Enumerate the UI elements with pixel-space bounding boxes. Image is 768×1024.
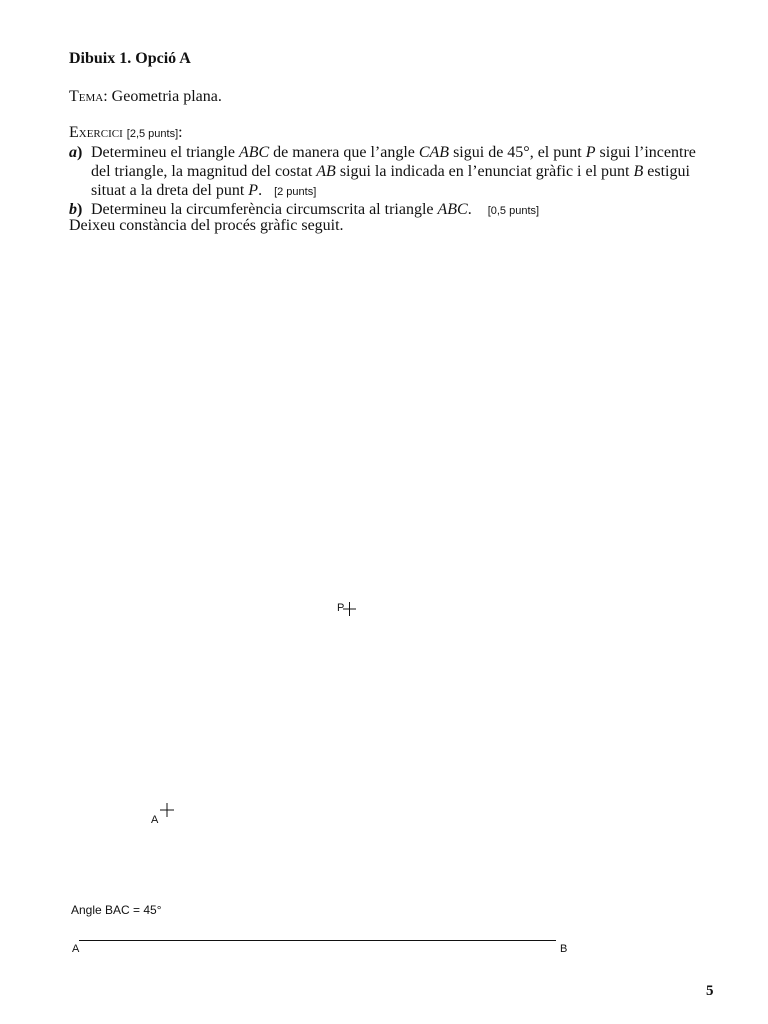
item-b-points: [0,5 punts]: [487, 205, 540, 217]
topic-label: Tema: [69, 88, 104, 105]
item-a-text: Determineu el triangle ABC de manera que l’angle CAB sigui de 45°, el punt P sigui l’incentre del triangle, la magnitud del costat AB sigui la indicada en l’enunciat gràfic i el punt B estigui situat a la dreta del punt P. [2 punts]: [91, 144, 696, 199]
closing-instruction: Deixeu constància del procés gràfic seguit.: [69, 217, 344, 234]
item-b-text: Determineu la circumferència circumscrita al triangle ABC. [0,5 punts]: [91, 201, 540, 218]
item-a-marker: a): [69, 144, 83, 161]
point-a-cross: [160, 803, 174, 817]
segment-label-b: B: [560, 943, 568, 955]
point-p-label: P: [337, 602, 345, 614]
exercise-colon: :: [178, 124, 183, 141]
item-b-marker: b): [69, 201, 83, 218]
point-a-label: A: [151, 814, 159, 826]
angle-annotation: Angle BAC = 45°: [71, 903, 162, 917]
exercise-points: [2,5 punts]: [126, 128, 179, 140]
exercise-title: Dibuix 1. Opció A: [69, 50, 191, 67]
page-number: 5: [706, 983, 714, 999]
segment-label-a: A: [72, 943, 80, 955]
point-p-cross: [343, 602, 356, 616]
exercise-label: Exercici: [69, 124, 123, 141]
item-a-points: [2 punts]: [274, 186, 317, 198]
topic-value: : Geometria plana.: [103, 88, 222, 105]
